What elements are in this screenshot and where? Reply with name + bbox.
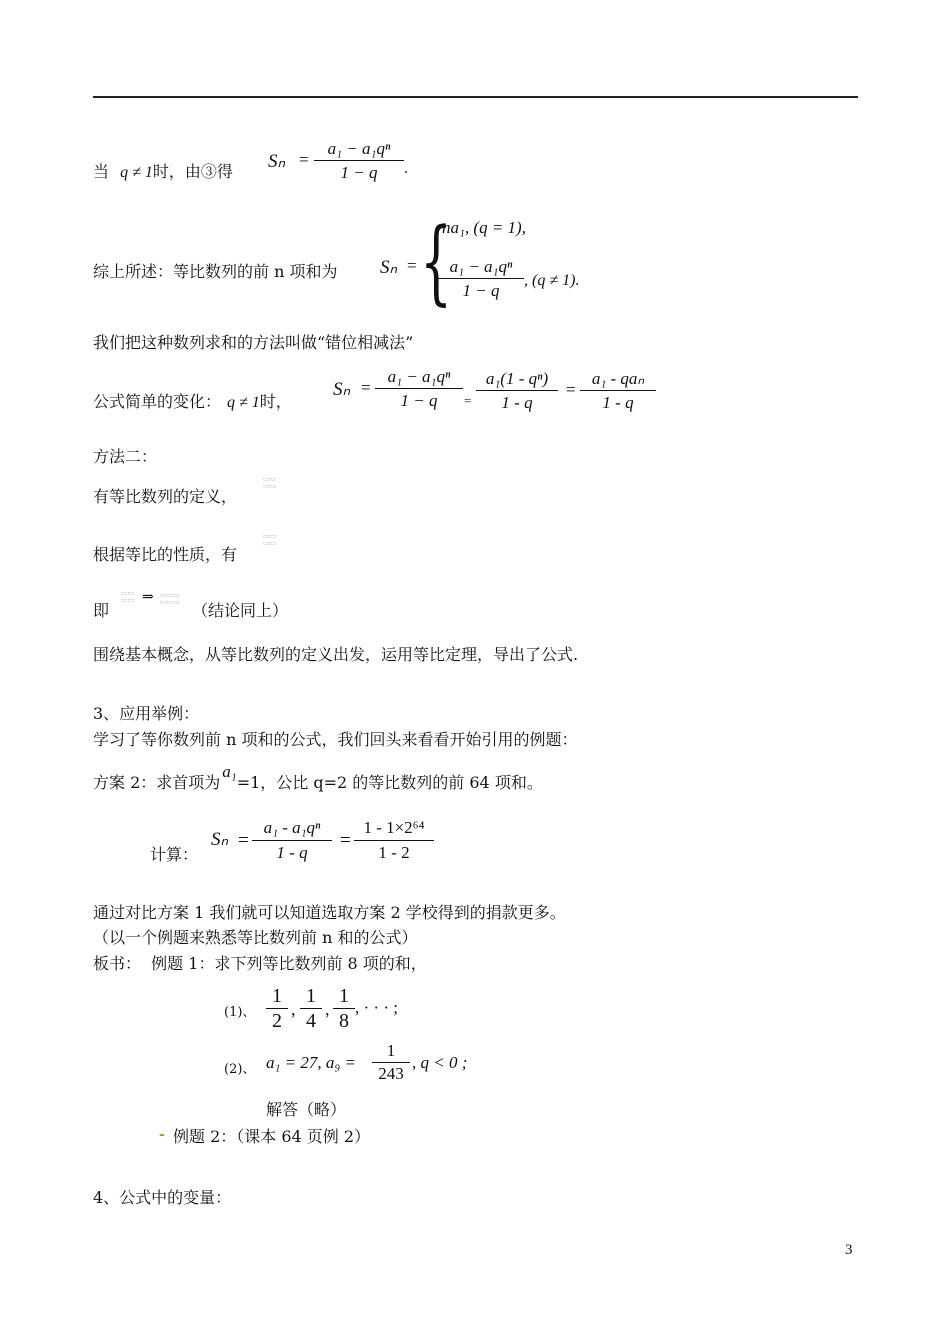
denominator: 1 - 2 (378, 843, 410, 862)
paragraph-summary (93, 262, 337, 282)
denominator: 1 - q (501, 393, 533, 412)
section-heading-examples: 3、应用举例： (93, 704, 200, 723)
piecewise-brace: { (420, 208, 453, 315)
fraction-case-2 (438, 255, 524, 302)
text: 公式简单的变化： (93, 392, 222, 411)
example-2-reference: 例题 2：（课本 64 页例 2） (173, 1127, 371, 1146)
text: 时， (259, 392, 292, 411)
text: 综上所述：等比数列的前 n 项和为 (93, 262, 338, 281)
answer-omitted: 解答（略） (266, 1100, 347, 1119)
implies-arrow: ⇒ (142, 589, 154, 605)
numerator: 1 (266, 984, 288, 1009)
numerator: a₁ − a₁qⁿ (375, 365, 463, 389)
denominator: 1 - q (602, 393, 634, 412)
bullet-marker: - (159, 1127, 165, 1143)
math-condition: q ≠ 1 (120, 164, 153, 181)
fraction-1 (375, 365, 463, 412)
math-sn: Sₙ (333, 379, 351, 400)
denominator: 8 (339, 1010, 349, 1032)
math-equals: = (299, 150, 309, 169)
faint-formula-image: ▭▭ ▭▭ (263, 532, 277, 547)
math-condition: q ≠ 1 (227, 394, 260, 411)
faint-formula-image: ▭▭ ▭▭ (263, 475, 277, 490)
header-rule (93, 96, 858, 98)
paragraph-conclusion (93, 601, 109, 621)
math-equals: = (361, 378, 371, 397)
fraction-half (266, 984, 288, 1033)
paragraph-summary-derivation: 围绕基本概念，从等比数列的定义出发，运用等比定理，导出了公式. (93, 645, 579, 664)
fraction-calc-1 (252, 816, 332, 865)
denominator: 1 − q (462, 281, 500, 300)
page-number: 3 (845, 1242, 853, 1258)
example-2-label: (2)、 (224, 1062, 256, 1077)
comma: , (325, 999, 330, 1019)
numerator: 1 (333, 984, 355, 1009)
faint-formula-image: ▭▭ ▭▭ (121, 589, 135, 604)
text: 方案 2：求首项为 (93, 773, 221, 792)
denominator: 1 - q (276, 843, 308, 862)
math-given: a₁ = 27, a₉ = (266, 1053, 357, 1072)
case-q-neq-1: , (q ≠ 1). (524, 272, 580, 289)
faint-formula-image: ▭▭▭ ▭▭▭ (160, 591, 180, 606)
paragraph-definition: 有等比数列的定义， (93, 487, 238, 506)
period: . (404, 160, 408, 177)
math-a1: a₁ (222, 762, 237, 781)
denominator: 4 (306, 1010, 316, 1032)
fraction-quarter (300, 984, 322, 1033)
math-sn: Sₙ (211, 829, 229, 850)
text: =1，公比 q=2 的等比数列的前 64 项和。 (236, 773, 543, 792)
math-q-negative: , q < 0 ; (412, 1053, 468, 1072)
comma: , (291, 999, 296, 1019)
paragraph-plan-2 (93, 762, 543, 793)
fraction-3 (580, 367, 656, 414)
paragraph-method-two: 方法二： (93, 447, 158, 466)
math-equals: = (238, 830, 249, 851)
example-1-label: (1)、 (224, 1005, 256, 1020)
math-sn: Sₙ (268, 151, 286, 172)
fraction-2 (476, 367, 558, 414)
math-equals: = (340, 830, 351, 851)
numerator: 1 (372, 1040, 410, 1063)
numerator: a₁(1 - qⁿ) (476, 367, 558, 391)
fraction-1-over-243 (372, 1040, 410, 1085)
text: 即 (93, 601, 110, 620)
case-q-equals-1: na₁, (q = 1), (442, 218, 526, 237)
fraction-sn-formula (314, 137, 404, 184)
denominator: 243 (378, 1064, 404, 1083)
paragraph-method-name: 我们把这种数列求和的方法叫做“错位相减法” (93, 333, 414, 352)
paragraph-board: 板书： 例题 1：求下列等比数列前 8 项的和， (93, 954, 427, 973)
paragraph-property: 根据等比的性质，有 (93, 545, 238, 564)
numerator: 1 (300, 984, 322, 1009)
denominator: 1 − q (340, 163, 378, 182)
numerator: a₁ − a₁qⁿ (314, 137, 404, 161)
math-sn: Sₙ (380, 257, 398, 278)
sequence-tail: , · · · ; (355, 998, 398, 1017)
fraction-calc-2 (354, 816, 434, 865)
numerator: a₁ − a₁qⁿ (438, 255, 524, 279)
paragraph-example-intro: （以一个例题来熟悉等比数列前 n 和的公式） (93, 928, 418, 947)
conclusion-note: （结论同上） (192, 601, 289, 620)
paragraph-review: 学习了等你数列前 n 项和的公式，我们回头来看看开始引用的例题： (93, 730, 578, 749)
paragraph-formula-variation (93, 392, 292, 413)
math-equals: = (566, 380, 576, 399)
math-equals: = (464, 393, 472, 408)
text: 当 (93, 162, 110, 181)
math-equals: = (407, 256, 417, 275)
numerator: a₁ - qaₙ (580, 367, 656, 391)
text: 时，由③得 (152, 162, 233, 181)
denominator: 1 − q (400, 391, 438, 410)
fraction-eighth (333, 984, 355, 1033)
denominator: 2 (272, 1010, 282, 1032)
section-heading-variables: 4、公式中的变量： (93, 1188, 232, 1207)
numerator: 1 - 1×2⁶⁴ (354, 816, 434, 841)
calc-label: 计算： (150, 845, 199, 864)
paragraph-compare: 通过对比方案 1 我们就可以知道选取方案 2 学校得到的捐款更多。 (93, 903, 566, 922)
numerator: a₁ - a₁qⁿ (252, 816, 332, 841)
paragraph-q-neq-1 (93, 162, 233, 183)
